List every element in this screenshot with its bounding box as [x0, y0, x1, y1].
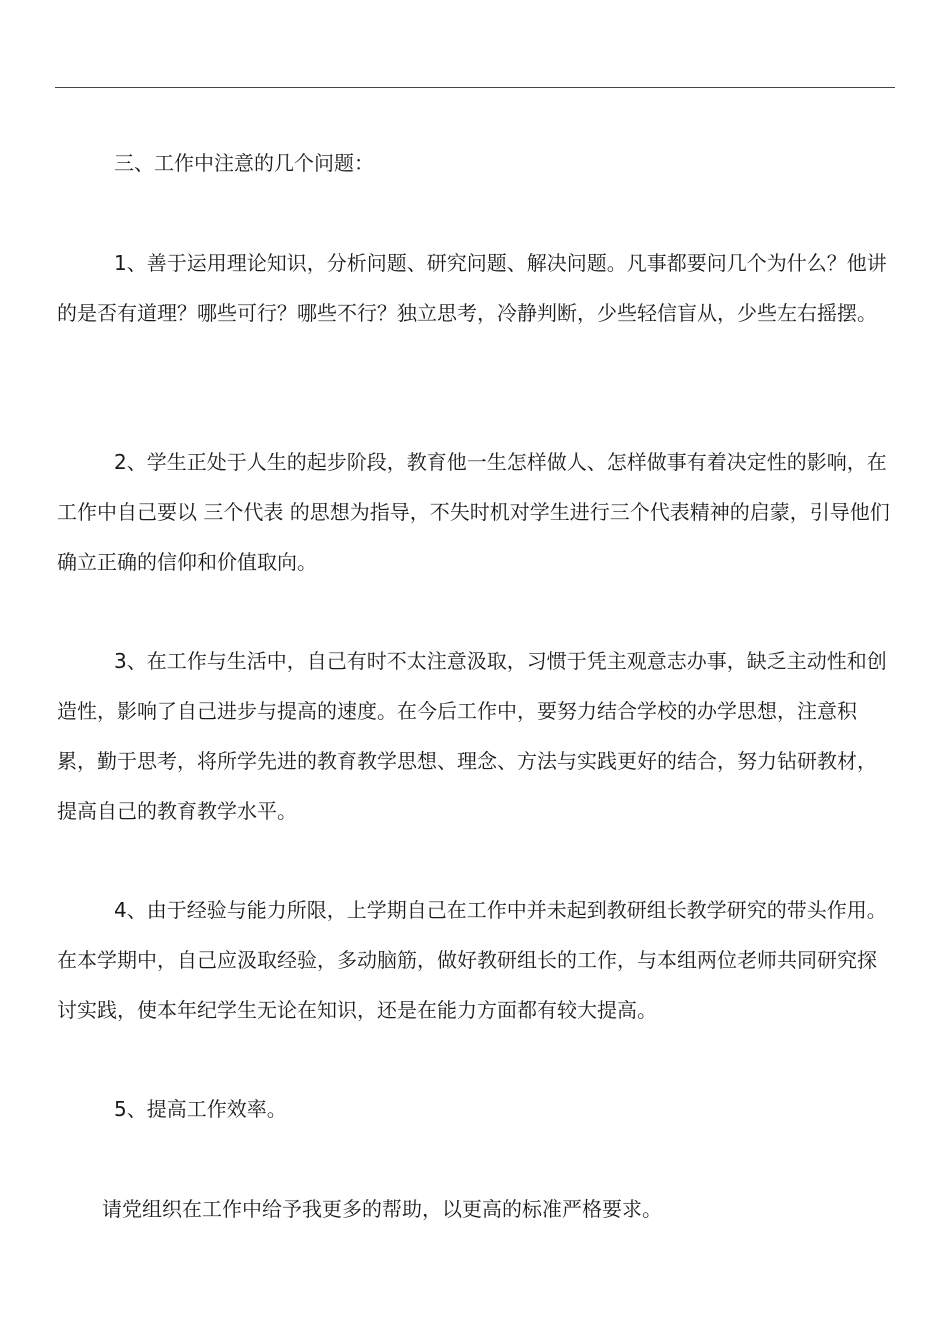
paragraph-2: 2、学生正处于人生的起步阶段，教育他一生怎样做人、怎样做事有着决定性的影响，在工作中自己要以 三个代表 的思想为指导，不失时机对学生进行三个代表精神的启蒙，引导他们确立正确的信仰和价值取向。 [57, 450, 890, 574]
paragraph-1: 1、善于运用理论知识，分析问题、研究问题、解决问题。凡事都要问几个为什么？他讲的是否有道理？哪些可行？哪些不行？独立思考，冷静判断，少些轻信盲从，少些左右摇摆。 [57, 251, 887, 325]
closing-line: 请党组织在工作中给予我更多的帮助，以更高的标准严格要求。 [102, 1197, 662, 1221]
paragraph-3: 3、在工作与生活中，自己有时不太注意汲取，习惯于凭主观意志办事，缺乏主动性和创造性，影响了自己进步与提高的速度。在今后工作中，要努力结合学校的办学思想，注意积累，勤于思考，将所学先进的教育教学思想、理念、方法与实践更好的结合，努力钻研教材，提高自己的教育教学水平。 [57, 649, 887, 823]
paragraph-4: 4、由于经验与能力所限，上学期自己在工作中并未起到教研组长教学研究的带头作用。在本学期中，自己应汲取经验，多动脑筋，做好教研组长的工作，与本组两位老师共同研究探讨实践，使本年纪学生无论在知识，还是在能力方面都有较大提高。 [57, 898, 887, 1022]
section-heading: 三、工作中注意的几个问题： [114, 151, 374, 175]
paragraph-5: 5、提高工作效率。 [114, 1097, 287, 1121]
header-rule [55, 87, 895, 88]
